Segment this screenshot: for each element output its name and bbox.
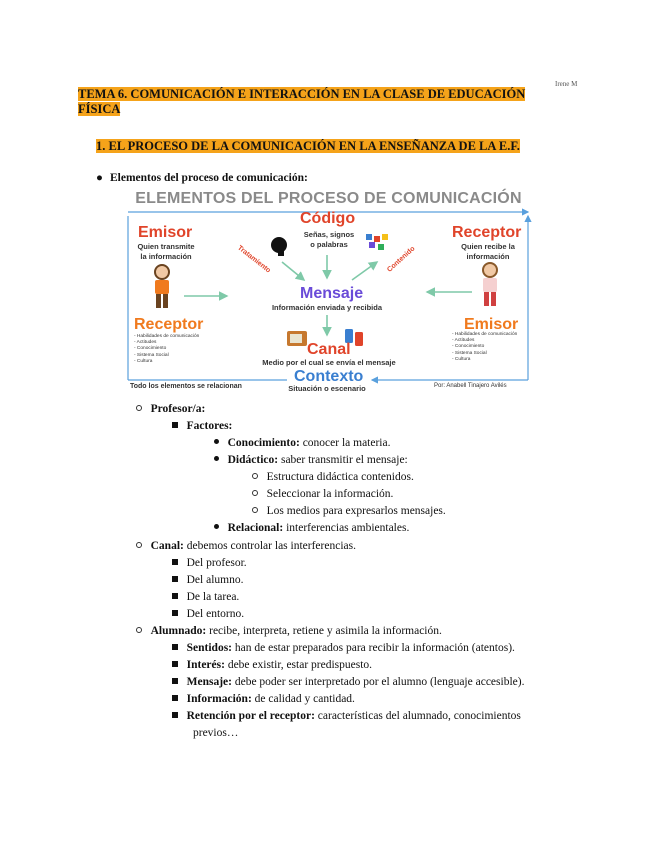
list-item-didactico-3: Los medios para expresarlos mensajes.: [252, 504, 446, 518]
codigo-desc: Señas, signos o palabras: [303, 230, 355, 249]
list-item-factores: Factores:: [172, 419, 232, 433]
list-item-retencion: Retención por el receptor: características del alumnado, conocimientos: [172, 709, 521, 723]
list-item-mensaje: Mensaje: debe poder ser interpretado por el alumno (lenguaje accesible).: [172, 675, 524, 689]
mensaje-desc: Información enviada y recibida: [271, 303, 383, 312]
symbols-icon: [366, 234, 388, 250]
square-bullet-icon: [172, 678, 178, 684]
emisor-right-items: - Habilidades de comunicación - Actitudes - Conocimiento - Sistema Social - Cultura: [452, 332, 518, 362]
list-item-didactico-1: Estructura didáctica contenidos.: [252, 470, 414, 484]
list-item-didactico-2: Seleccionar la información.: [252, 487, 393, 501]
square-bullet-icon: [172, 644, 178, 650]
diagram-title: ELEMENTOS DEL PROCESO DE COMUNICACIÓN: [135, 190, 522, 207]
communication-diagram: [122, 190, 535, 397]
list-item-canal-4: Del entorno.: [172, 607, 244, 621]
list-item-alumnado: Alumnado: recibe, interpreta, retiene y asimila la información.: [136, 624, 442, 638]
receptor-left-items: - Habilidades de comunicación - Actitudes - Conocimiento - Sistema Social - Cultura: [134, 334, 200, 364]
emisor-left-label: Emisor: [138, 224, 193, 241]
list-item-relacional: Relacional: interferencias ambientales.: [214, 521, 409, 535]
document-title: TEMA 6. COMUNICACIÓN E INTERACCIÓN EN LA CLASE DE EDUCACIÓN FÍSICA: [78, 87, 526, 116]
square-bullet-icon: [172, 661, 178, 667]
receptor-right-desc: Quien recibe la información: [461, 242, 515, 261]
list-item-canal: Canal: debemos controlar las interferencias.: [136, 539, 356, 553]
list-item-didactico: Didáctico: saber transmitir el mensaje:: [214, 453, 408, 467]
square-bullet-icon: [172, 559, 178, 565]
tv-icon: [287, 331, 307, 346]
square-bullet-icon: [172, 422, 178, 428]
circle-bullet-icon: [136, 542, 142, 548]
codigo-label: Código: [300, 210, 356, 227]
circle-bullet-icon: [136, 627, 142, 633]
receptor-right-label: Receptor: [452, 224, 522, 241]
elements-heading: ● Elementos del proceso de comunicación:: [96, 172, 308, 184]
author-name: Irene M: [555, 80, 578, 88]
circle-bullet-icon: [136, 405, 142, 411]
emisor-left-desc: Quien transmite la información: [137, 242, 195, 261]
emisor-right-label: Emisor: [464, 316, 519, 333]
contenido-label: Contenido: [386, 245, 417, 274]
circle-bullet-icon: [252, 507, 258, 513]
contexto-desc: Situación o escenario: [288, 384, 366, 393]
list-item-canal-3: De la tarea.: [172, 590, 239, 604]
dot-bullet-icon: [214, 439, 219, 444]
circle-bullet-icon: [252, 490, 258, 496]
canal-label: Canal: [307, 341, 351, 358]
receptor-person-icon: [483, 263, 497, 306]
list-item-informacion: Información: de calidad y cantidad.: [172, 692, 355, 706]
dot-bullet-icon: [214, 524, 219, 529]
section-heading: 1. EL PROCESO DE LA COMUNICACIÓN EN LA ENSEÑANZA DE LA E.F.: [96, 139, 520, 153]
diagram-credit: Por: Anabell Tinajero Avilés: [434, 383, 507, 389]
receptor-left-label: Receptor: [134, 316, 204, 333]
tratamiento-label: Tratamiento: [236, 244, 272, 275]
list-item-interes: Interés: debe existir, estar predispuesto.: [172, 658, 372, 672]
list-item-continuation: previos…: [193, 727, 239, 739]
list-item-sentidos: Sentidos: han de estar preparados para recibir la información (atentos).: [172, 641, 515, 655]
square-bullet-icon: [172, 593, 178, 599]
list-item-canal-2: Del alumno.: [172, 573, 243, 587]
list-item-profesor: Profesor/a:: [136, 402, 205, 416]
square-bullet-icon: [172, 712, 178, 718]
speaking-head-icon: [271, 237, 287, 256]
square-bullet-icon: [172, 576, 178, 582]
list-item-canal-1: Del profesor.: [172, 556, 247, 570]
canal-desc: Medio por el cual se envía el mensaje: [262, 358, 396, 367]
diagram-footer-left: Todo los elementos se relacionan: [130, 383, 242, 390]
mensaje-label: Mensaje: [300, 285, 364, 302]
circle-bullet-icon: [252, 473, 258, 479]
square-bullet-icon: [172, 695, 178, 701]
list-item-conocimiento: Conocimiento: conocer la materia.: [214, 436, 390, 450]
square-bullet-icon: [172, 610, 178, 616]
contexto-label: Contexto: [294, 368, 364, 385]
dot-bullet-icon: [214, 456, 219, 461]
emisor-person-icon: [155, 265, 169, 308]
